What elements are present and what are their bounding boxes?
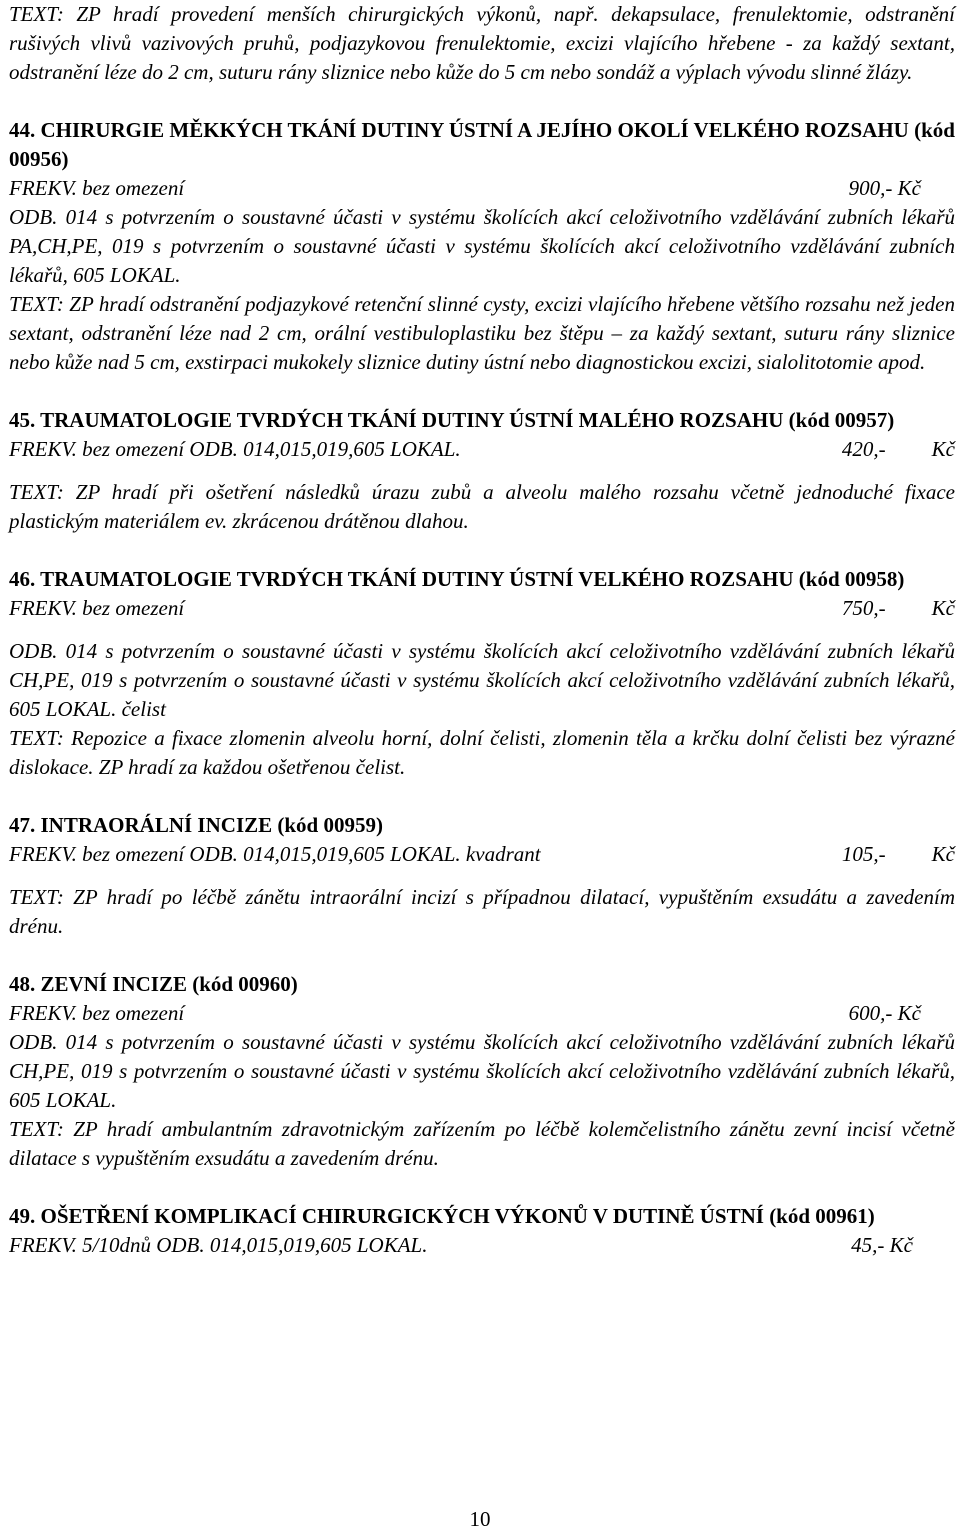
section-45 [9,406,955,536]
section-48-freq-row [9,999,955,1028]
page-number: 10 [469,1507,491,1531]
section-45-title: 45. TRAUMATOLOGIE TVRDÝCH TKÁNÍ DUTINY ÚSTNÍ MALÉHO ROZSAHU (kód 00957) [9,408,895,432]
section-45-text: TEXT: ZP hradí při ošetření následků úrazu zubů a alveolu malého rozsahu včetně jednoduché fixace plastickým materiálem ev. zkrácenou drátěnou dlahou. [9,480,955,533]
section-44-odb: ODB. 014 s potvrzením o soustavné účasti v systému školících akcí celoživotního vzdělávání zubních lékařů PA,CH,PE, 019 s potvrzením o soustavné účasti v systému školících akcí celoživotního vzdělávání zubních lékařů, 605 LOKAL. [9,205,955,287]
section-47-price: 105,- [841,842,886,866]
section-49-freq-row [9,1231,955,1260]
section-46-title: 46. TRAUMATOLOGIE TVRDÝCH TKÁNÍ DUTINY ÚSTNÍ VELKÉHO ROZSAHU (kód 00958) [9,567,905,591]
section-45-price: 420,- [841,437,886,461]
section-48-text: TEXT: ZP hradí ambulantním zdravotnickým zařízením po léčbě kolemčelistního zánětu zevní incisí včetně dilatace s vypuštěním exsudátu a zavedením drénu. [9,1117,955,1170]
section-44 [9,116,955,377]
section-45-frequency: FREKV. bez omezení ODB. 014,015,019,605 LOKAL. [9,437,461,461]
section-49 [9,1202,955,1260]
section-47 [9,811,955,941]
section-46-currency: Kč [931,596,955,620]
section-47-frequency: FREKV. bez omezení ODB. 014,015,019,605 LOKAL. kvadrant [9,842,541,866]
section-46-text: TEXT: Repozice a fixace zlomenin alveolu horní, dolní čelisti, zlomenin těla a krčku dolní čelisti bez výrazné dislokace. ZP hradí za každou ošetřenou čelist. [9,726,955,779]
section-46-price: 750,- [841,596,886,620]
document-page [9,0,955,1260]
section-47-price-group [842,840,955,869]
section-45-currency: Kč [931,437,955,461]
section-44-price: 900,- Kč [848,176,921,200]
section-44-freq-row [9,174,955,203]
section-44-text: TEXT: ZP hradí odstranění podjazykové retenční slinné cysty, excizi vlajícího hřebene většího rozsahu než jeden sextant, odstranění léze nad 2 cm, orální vestibuloplastiku bez štěpu – za každý sextant, suturu rány sliznice nebo kůže nad 5 cm, exstirpaci mukokely sliznice dutiny ústní nebo diagnostickou excizi, sialolitotomie apod. [9,292,955,374]
section-48-odb: ODB. 014 s potvrzením o soustavné účasti v systému školících akcí celoživotního vzdělávání zubních lékařů CH,PE, 019 s potvrzením o soustavné účasti v systému školících akcí celoživotního vzdělávání zubních lékařů, 605 LOKAL. [9,1030,955,1112]
section-47-text: TEXT: ZP hradí po léčbě zánětu intraorální incizí s případnou dilatací, vypuštěním exsudátu a zavedením drénu. [9,885,955,938]
section-48 [9,970,955,1173]
section-47-title: 47. INTRAORÁLNÍ INCIZE (kód 00959) [9,813,383,837]
section-46-price-group [842,594,955,623]
section-48-frequency: FREKV. bez omezení [9,1001,185,1025]
section-47-freq-row [9,840,955,869]
section-48-title: 48. ZEVNÍ INCIZE (kód 00960) [9,972,298,996]
section-48-price: 600,- Kč [848,1001,921,1025]
section-49-price: 45,- Kč [851,1233,913,1257]
section-47-currency: Kč [931,842,955,866]
intro-text: TEXT: ZP hradí provedení menších chirurgických výkonů, např. dekapsulace, frenulektomie, odstranění rušivých vlivů vazivových pruhů, podjazykovou frenulektomie, excizi vlajícího hřebene - za každý sextant, odstranění léze do 2 cm, suturu rány sliznice nebo kůže do 5 cm nebo sondáž a výplach vývodu slinné žlázy. [9,2,955,84]
section-46 [9,565,955,782]
section-46-frequency: FREKV. bez omezení [9,596,185,620]
section-46-freq-row [9,594,955,623]
section-49-title: 49. OŠETŘENÍ KOMPLIKACÍ CHIRURGICKÝCH VÝKONŮ V DUTINĚ ÚSTNÍ (kód 00961) [9,1204,875,1228]
section-44-frequency: FREKV. bez omezení [9,176,185,200]
section-49-frequency: FREKV. 5/10dnů ODB. 014,015,019,605 LOKAL. [9,1233,428,1257]
section-45-price-group [842,435,955,464]
section-44-title: 44. CHIRURGIE MĚKKÝCH TKÁNÍ DUTINY ÚSTNÍ A JEJÍHO OKOLÍ VELKÉHO ROZSAHU (kód 00956) [9,118,955,171]
section-45-freq-row [9,435,955,464]
section-46-odb: ODB. 014 s potvrzením o soustavné účasti v systému školících akcí celoživotního vzdělávání zubních lékařů CH,PE, 019 s potvrzením o soustavné účasti v systému školících akcí celoživotního vzdělávání zubních lékařů, 605 LOKAL. čelist [9,639,955,721]
